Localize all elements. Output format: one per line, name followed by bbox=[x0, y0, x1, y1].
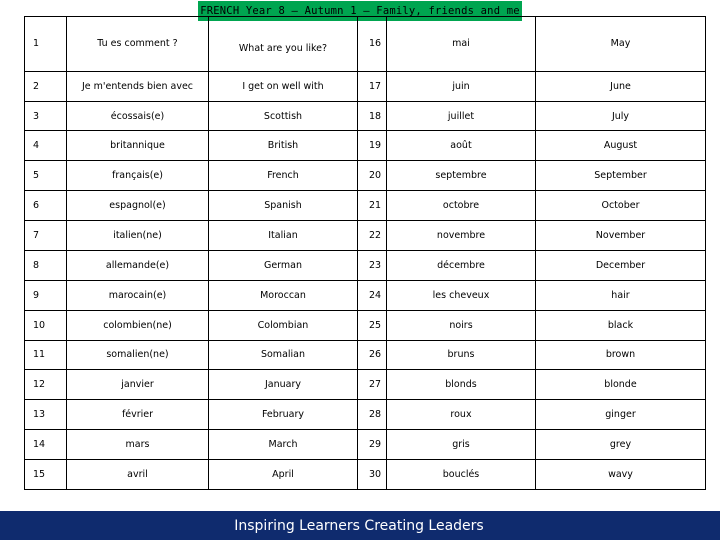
footer-banner bbox=[0, 511, 720, 540]
english-word-right: brown bbox=[536, 340, 706, 370]
english-word-left: Scottish bbox=[209, 101, 358, 131]
french-word-left: février bbox=[67, 400, 209, 430]
english-word-left: French bbox=[209, 161, 358, 191]
french-word-right: blonds bbox=[387, 370, 536, 400]
english-word-left: Somalian bbox=[209, 340, 358, 370]
french-word-right: novembre bbox=[387, 221, 536, 251]
french-word-left: somalien(ne) bbox=[67, 340, 209, 370]
french-word-left: mars bbox=[67, 430, 209, 460]
row-number-left: 4 bbox=[25, 131, 67, 161]
french-word-left: Tu es comment ? bbox=[67, 17, 209, 72]
vocabulary-table-body bbox=[25, 17, 706, 490]
row-number-right: 17 bbox=[358, 71, 387, 101]
french-word-left: britannique bbox=[67, 131, 209, 161]
table-row bbox=[25, 430, 706, 460]
row-number-right: 30 bbox=[358, 459, 387, 489]
english-word-right: ginger bbox=[536, 400, 706, 430]
english-word-left: January bbox=[209, 370, 358, 400]
english-word-left: German bbox=[209, 250, 358, 280]
row-number-left: 3 bbox=[25, 101, 67, 131]
row-number-left: 8 bbox=[25, 250, 67, 280]
row-number-right: 16 bbox=[358, 17, 387, 72]
row-number-left: 14 bbox=[25, 430, 67, 460]
row-number-left: 7 bbox=[25, 221, 67, 251]
english-word-right: November bbox=[536, 221, 706, 251]
english-word-left: Moroccan bbox=[209, 280, 358, 310]
english-word-right: August bbox=[536, 131, 706, 161]
table-row bbox=[25, 17, 706, 72]
row-number-left: 2 bbox=[25, 71, 67, 101]
french-word-left: marocain(e) bbox=[67, 280, 209, 310]
table-row bbox=[25, 71, 706, 101]
english-word-left: British bbox=[209, 131, 358, 161]
english-word-right: July bbox=[536, 101, 706, 131]
row-number-right: 24 bbox=[358, 280, 387, 310]
french-word-left: colombien(ne) bbox=[67, 310, 209, 340]
english-word-left: February bbox=[209, 400, 358, 430]
french-word-right: bouclés bbox=[387, 459, 536, 489]
english-word-left: April bbox=[209, 459, 358, 489]
row-number-left: 5 bbox=[25, 161, 67, 191]
french-word-right: bruns bbox=[387, 340, 536, 370]
row-number-left: 1 bbox=[25, 17, 67, 72]
table-row bbox=[25, 191, 706, 221]
table-row bbox=[25, 131, 706, 161]
english-word-right: grey bbox=[536, 430, 706, 460]
row-number-right: 25 bbox=[358, 310, 387, 340]
page-title-text: FRENCH Year 8 – Autumn 1 – Family, friends and me bbox=[200, 5, 520, 17]
row-number-left: 12 bbox=[25, 370, 67, 400]
english-word-right: hair bbox=[536, 280, 706, 310]
row-number-right: 29 bbox=[358, 430, 387, 460]
french-word-right: mai bbox=[387, 17, 536, 72]
row-number-left: 9 bbox=[25, 280, 67, 310]
english-word-right: December bbox=[536, 250, 706, 280]
french-word-right: noirs bbox=[387, 310, 536, 340]
row-number-right: 21 bbox=[358, 191, 387, 221]
row-number-right: 26 bbox=[358, 340, 387, 370]
english-word-right: wavy bbox=[536, 459, 706, 489]
english-word-left: March bbox=[209, 430, 358, 460]
french-word-left: italien(ne) bbox=[67, 221, 209, 251]
french-word-right: septembre bbox=[387, 161, 536, 191]
table-row bbox=[25, 101, 706, 131]
english-word-right: black bbox=[536, 310, 706, 340]
footer-slogan: Inspiring Learners Creating Leaders bbox=[234, 517, 484, 534]
french-word-right: roux bbox=[387, 400, 536, 430]
row-number-right: 18 bbox=[358, 101, 387, 131]
row-number-left: 15 bbox=[25, 459, 67, 489]
english-word-right: June bbox=[536, 71, 706, 101]
english-word-left: What are you like? bbox=[209, 17, 358, 72]
row-number-left: 10 bbox=[25, 310, 67, 340]
french-word-right: juin bbox=[387, 71, 536, 101]
table-row bbox=[25, 250, 706, 280]
english-word-right: September bbox=[536, 161, 706, 191]
table-row bbox=[25, 161, 706, 191]
english-word-left: I get on well with bbox=[209, 71, 358, 101]
row-number-right: 23 bbox=[358, 250, 387, 280]
french-word-left: janvier bbox=[67, 370, 209, 400]
french-word-left: Je m'entends bien avec bbox=[67, 71, 209, 101]
table-row bbox=[25, 459, 706, 489]
french-word-left: avril bbox=[67, 459, 209, 489]
table-row bbox=[25, 400, 706, 430]
table-row bbox=[25, 310, 706, 340]
french-word-left: espagnol(e) bbox=[67, 191, 209, 221]
row-number-right: 20 bbox=[358, 161, 387, 191]
french-word-right: gris bbox=[387, 430, 536, 460]
row-number-left: 6 bbox=[25, 191, 67, 221]
row-number-left: 13 bbox=[25, 400, 67, 430]
french-word-right: août bbox=[387, 131, 536, 161]
english-word-left: Colombian bbox=[209, 310, 358, 340]
french-word-left: allemande(e) bbox=[67, 250, 209, 280]
table-row bbox=[25, 370, 706, 400]
french-word-left: écossais(e) bbox=[67, 101, 209, 131]
vocabulary-table bbox=[24, 16, 706, 490]
row-number-right: 22 bbox=[358, 221, 387, 251]
english-word-right: October bbox=[536, 191, 706, 221]
english-word-right: blonde bbox=[536, 370, 706, 400]
table-row bbox=[25, 340, 706, 370]
english-word-right: May bbox=[536, 17, 706, 72]
french-word-right: décembre bbox=[387, 250, 536, 280]
french-word-left: français(e) bbox=[67, 161, 209, 191]
table-row bbox=[25, 221, 706, 251]
french-word-right: les cheveux bbox=[387, 280, 536, 310]
english-word-left: Italian bbox=[209, 221, 358, 251]
table-row bbox=[25, 280, 706, 310]
row-number-right: 27 bbox=[358, 370, 387, 400]
french-word-right: octobre bbox=[387, 191, 536, 221]
french-word-right: juillet bbox=[387, 101, 536, 131]
row-number-right: 28 bbox=[358, 400, 387, 430]
english-word-left: Spanish bbox=[209, 191, 358, 221]
row-number-right: 19 bbox=[358, 131, 387, 161]
row-number-left: 11 bbox=[25, 340, 67, 370]
